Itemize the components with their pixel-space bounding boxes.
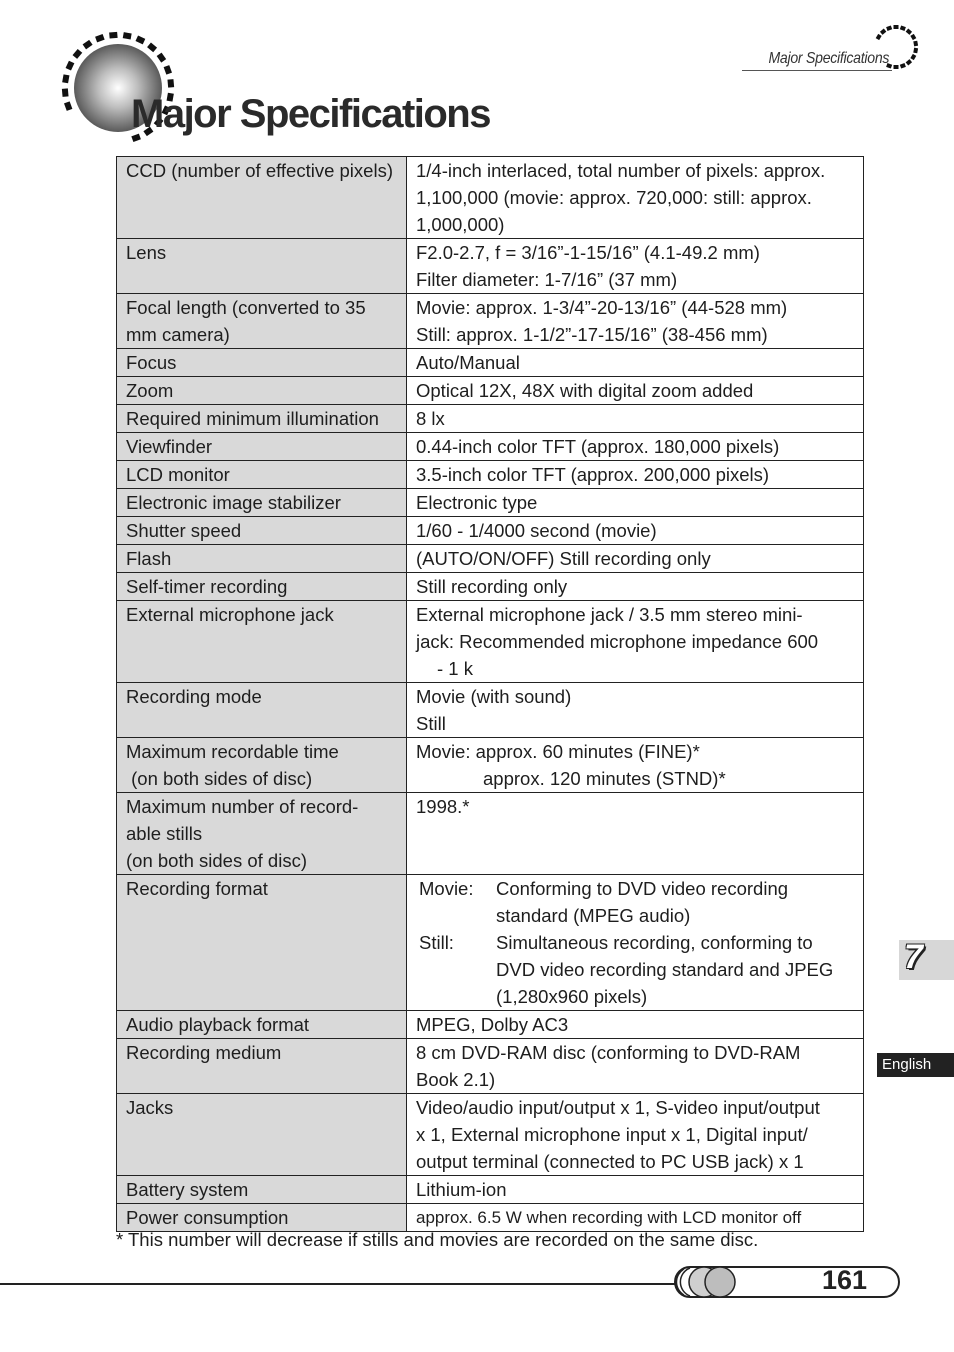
spec-value-cell <box>407 294 864 349</box>
spec-item-cell <box>117 294 407 349</box>
spec-value-cell <box>407 489 864 517</box>
spec-item-label: Jacks <box>126 1097 174 1118</box>
spec-item-cell <box>117 738 407 793</box>
spec-value-cell <box>407 517 864 545</box>
table-row <box>117 489 864 517</box>
spec-value-cell <box>407 1039 864 1094</box>
spec-item-cell <box>117 1039 407 1094</box>
table-row <box>117 1039 864 1094</box>
decor-dot <box>894 25 899 29</box>
spec-item-cell <box>117 461 407 489</box>
spec-value-line: 1,100,000 (movie: approx. 720,000: still: approx. <box>416 187 812 208</box>
decor-dot <box>64 101 72 111</box>
decor-dot <box>62 88 69 96</box>
format-entry <box>416 875 855 929</box>
spec-item-label: Self-timer recording <box>126 576 288 597</box>
spec-value-line: Filter diameter: 1-7/16” (37 mm) <box>416 269 678 290</box>
spec-value-cell <box>407 433 864 461</box>
header-rule <box>742 70 892 71</box>
format-value-line: (1,280x960 pixels) <box>496 986 648 1007</box>
spec-value-line: 1,000,000) <box>416 214 505 235</box>
spec-item-cell <box>117 573 407 601</box>
language-tab: English <box>877 1053 954 1077</box>
table-row <box>117 377 864 405</box>
spec-item-cell <box>117 1176 407 1204</box>
spec-item-cell <box>117 545 407 573</box>
format-value <box>496 875 855 929</box>
spec-item-label: Audio playback format <box>126 1014 310 1035</box>
decor-dot <box>913 48 918 54</box>
spec-value-line: output terminal (connected to PC USB jack) x 1 <box>416 1151 804 1172</box>
spec-value-cell <box>407 738 864 793</box>
spec-item-label: Electronic image stabilizer <box>126 492 341 513</box>
chapter-number: 7 <box>904 938 923 976</box>
spec-value-line: Video/audio input/output x 1, S-video input/output <box>416 1097 820 1118</box>
spec-item-cell <box>117 517 407 545</box>
footnote: * This number will decrease if stills and movies are recorded on the same disc. <box>116 1229 759 1250</box>
spec-value-line: 8 lx <box>416 408 445 429</box>
table-row <box>117 573 864 601</box>
spec-item-label: Lens <box>126 242 167 263</box>
spec-item-label: Power consumption <box>126 1207 289 1228</box>
spec-value-line: Electronic type <box>416 492 538 513</box>
spec-value-line: Still <box>416 713 446 734</box>
table-row <box>117 433 864 461</box>
table-row <box>117 157 864 239</box>
spec-item-cell <box>117 601 407 683</box>
spec-value-line: MPEG, Dolby AC3 <box>416 1014 569 1035</box>
running-header: Major Specifications <box>768 50 889 67</box>
spec-value-line: Lithium-ion <box>416 1179 507 1200</box>
spec-item-label: Maximum number of record- <box>126 796 359 817</box>
spec-value-line: Still recording only <box>416 576 568 597</box>
table-row <box>117 1094 864 1176</box>
specifications-table <box>116 156 864 1232</box>
decor-dot <box>109 32 117 39</box>
spec-value-line: 3.5-inch color TFT (approx. 200,000 pixels) <box>416 464 770 485</box>
spec-value-line: (AUTO/ON/OFF) Still recording only <box>416 548 711 569</box>
decor-dot <box>894 65 899 69</box>
table-row <box>117 1204 864 1232</box>
spec-value-cell <box>407 349 864 377</box>
decor-dot <box>147 43 157 53</box>
decor-dot <box>910 34 916 40</box>
spec-item-label: Zoom <box>126 380 174 401</box>
spec-item-label: Viewfinder <box>126 436 213 457</box>
spec-value-cell <box>407 1094 864 1176</box>
spec-value-line: External microphone jack / 3.5 mm stereo mini- <box>416 604 803 625</box>
spec-value-cell <box>407 239 864 294</box>
table-row <box>117 294 864 349</box>
format-key: Movie: <box>419 878 474 899</box>
spec-value-line: 8 cm DVD-RAM disc (conforming to DVD-RAM <box>416 1042 801 1063</box>
spec-value-line: Optical 12X, 48X with digital zoom added <box>416 380 754 401</box>
decor-dot <box>880 29 886 35</box>
spec-value-line: approx. 6.5 W when recording with LCD monitor off <box>416 1208 802 1227</box>
spec-value-line: Auto/Manual <box>416 352 520 373</box>
table-row <box>117 461 864 489</box>
spec-item-label: Required minimum illumination <box>126 408 379 429</box>
spec-value-cell <box>407 377 864 405</box>
format-entry <box>416 929 855 1010</box>
decor-dot <box>136 36 146 45</box>
decor-dot <box>66 61 75 71</box>
spec-value-cell <box>407 793 864 875</box>
decor-dot <box>164 65 172 75</box>
spec-value-line: 1998.* <box>416 796 470 817</box>
spec-item-cell <box>117 377 407 405</box>
spec-item-cell <box>117 433 407 461</box>
format-value <box>496 929 855 1010</box>
spec-item-label: Recording medium <box>126 1042 282 1063</box>
spec-value-line: F2.0-2.7, f = 3/16”-1-15/16” (4.1-49.2 mm) <box>416 242 760 263</box>
table-row <box>117 545 864 573</box>
decor-dot <box>906 59 912 65</box>
decor-dot <box>157 53 167 63</box>
format-key: Still: <box>419 932 454 953</box>
spec-item-cell <box>117 405 407 433</box>
table-row <box>117 875 864 1011</box>
decor-dot <box>62 74 69 83</box>
spec-value-cell <box>407 545 864 573</box>
spec-value-cell <box>407 1011 864 1039</box>
table-row <box>117 239 864 294</box>
decor-dot <box>123 32 132 39</box>
spec-value-cell <box>407 683 864 738</box>
spec-value-cell <box>407 405 864 433</box>
spec-value-cell <box>407 573 864 601</box>
spec-item-label: Recording mode <box>126 686 262 707</box>
decor-dot <box>913 41 918 47</box>
spec-item-cell <box>117 1094 407 1176</box>
format-value-line: standard (MPEG audio) <box>496 905 691 926</box>
decor-dot <box>886 25 892 30</box>
page-title: Major Specifications <box>131 92 490 136</box>
spec-value-line: Still: approx. 1-1/2”-17-15/16” (38-456 mm) <box>416 324 768 345</box>
spec-item-label: Recording format <box>126 878 268 899</box>
table-row <box>117 405 864 433</box>
format-value-line: Simultaneous recording, conforming to <box>496 932 813 953</box>
spec-item-cell <box>117 239 407 294</box>
spec-value-line: Movie (with sound) <box>416 686 572 707</box>
spec-item-label: Maximum recordable time <box>126 741 339 762</box>
table-row <box>117 793 864 875</box>
spec-value-line: x 1, External microphone input x 1, Digital input/ <box>416 1124 808 1145</box>
spec-item-label: Battery system <box>126 1179 249 1200</box>
spec-item-cell <box>117 349 407 377</box>
spec-item-label: (on both sides of disc) <box>126 768 313 789</box>
table-row <box>117 1011 864 1039</box>
table-row <box>117 1176 864 1204</box>
spec-item-label: able stills <box>126 823 203 844</box>
spec-item-cell <box>117 1011 407 1039</box>
decor-dot <box>900 63 906 68</box>
spec-item-label: (on both sides of disc) <box>126 850 307 871</box>
decor-dot <box>900 25 906 30</box>
table-row <box>117 601 864 683</box>
table-row <box>117 738 864 793</box>
spec-item-label: Focal length (converted to 35 mm camera) <box>126 297 366 345</box>
decor-dot <box>876 34 882 40</box>
table-row <box>117 349 864 377</box>
spec-value-line: approx. 120 minutes (STND)* <box>483 768 726 789</box>
spec-value-cell <box>407 461 864 489</box>
spec-item-cell <box>117 489 407 517</box>
decor-dot <box>83 40 93 50</box>
spec-item-label: Shutter speed <box>126 520 242 541</box>
decor-dot <box>167 79 174 87</box>
spec-value-cell <box>407 157 864 239</box>
spec-value-line: 1/60 - 1/4000 second (movie) <box>416 520 657 541</box>
spec-value-line: - 1 k <box>437 658 473 679</box>
spec-item-label: LCD monitor <box>126 464 230 485</box>
spec-value-line: Book 2.1) <box>416 1069 496 1090</box>
spec-item-label: Focus <box>126 352 177 373</box>
decor-dot <box>95 34 105 42</box>
spec-item-label: Flash <box>126 548 172 569</box>
spec-item-cell <box>117 875 407 1011</box>
spec-item-cell <box>117 1204 407 1232</box>
spec-item-cell <box>117 157 407 239</box>
decor-dot <box>910 54 916 60</box>
spec-value-line: Movie: approx. 1-3/4”-20-13/16” (44-528 mm) <box>416 297 788 318</box>
spec-value-line: Movie: approx. 60 minutes (FINE)* <box>416 741 700 762</box>
table-row <box>117 683 864 738</box>
spec-item-label: CCD (number of effective pixels) <box>126 160 393 181</box>
format-value-line: Conforming to DVD video recording <box>496 878 789 899</box>
spec-value-cell <box>407 1176 864 1204</box>
footer-rule <box>0 1283 680 1285</box>
spec-value-line: jack: Recommended microphone impedance 600 <box>416 631 819 652</box>
spec-value-cell <box>407 601 864 683</box>
spec-item-label: External microphone jack <box>126 604 334 625</box>
format-value-line: DVD video recording standard and JPEG <box>496 959 834 980</box>
page-number: 161 <box>822 1265 868 1295</box>
table-row <box>117 517 864 545</box>
spec-value-line: 1/4-inch interlaced, total number of pixels: approx. <box>416 160 826 181</box>
spec-value-cell <box>407 1204 864 1232</box>
spec-value-cell <box>407 875 864 1011</box>
spec-value-line: 0.44-inch color TFT (approx. 180,000 pixels) <box>416 436 780 457</box>
decor-dot <box>906 29 912 35</box>
spec-item-cell <box>117 683 407 738</box>
decor-dot <box>73 49 83 59</box>
spec-item-cell <box>117 793 407 875</box>
